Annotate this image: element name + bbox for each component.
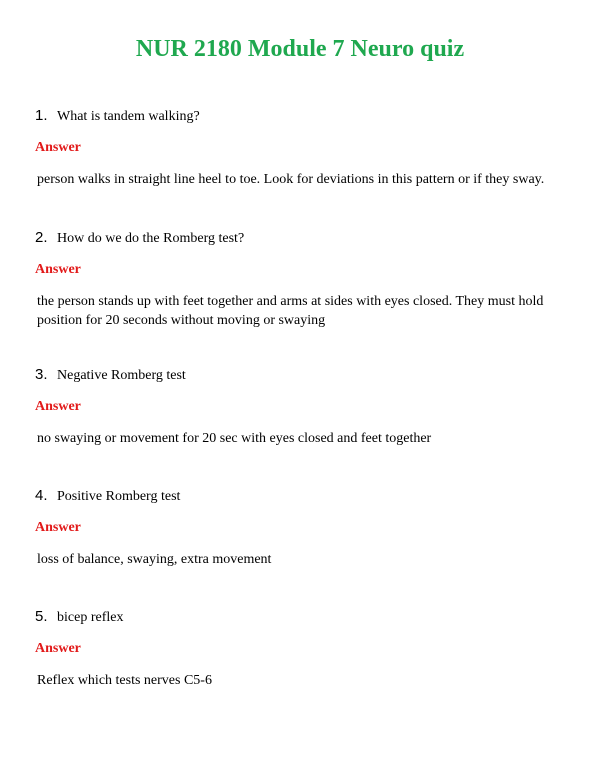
question-row — [35, 229, 575, 251]
question-text: Positive Romberg test — [57, 489, 181, 504]
question-row — [35, 608, 575, 630]
question-number: 1. — [35, 107, 48, 124]
answer-label: Answer — [35, 399, 81, 414]
question-number: 3. — [35, 366, 48, 383]
question-number: 2. — [35, 229, 48, 246]
question-text: Negative Romberg test — [57, 368, 186, 383]
answer-text: the person stands up with feet together and arms at sides with eyes closed. They must hold position for 20 seconds without moving or swaying — [37, 294, 544, 328]
question-row — [35, 366, 575, 388]
question-block — [35, 107, 575, 189]
question-row — [35, 107, 575, 129]
question-row — [35, 487, 575, 509]
answer-label: Answer — [35, 520, 81, 535]
question-text: What is tandem walking? — [57, 109, 200, 124]
question-block — [35, 229, 575, 330]
question-text: bicep reflex — [57, 610, 124, 625]
question-block — [35, 608, 575, 690]
question-number: 4. — [35, 487, 48, 504]
answer-text: loss of balance, swaying, extra movement — [37, 552, 272, 567]
question-text: How do we do the Romberg test? — [57, 231, 245, 246]
question-number: 5. — [35, 608, 48, 625]
question-block — [35, 366, 575, 448]
answer-label: Answer — [35, 140, 81, 155]
answer-text: person walks in straight line heel to toe. Look for deviations in this pattern or if they sway. — [37, 172, 545, 187]
answer-text: no swaying or movement for 20 sec with eyes closed and feet together — [37, 431, 432, 446]
question-block — [35, 487, 575, 569]
answer-label: Answer — [35, 641, 81, 656]
page-title: NUR 2180 Module 7 Neuro quiz — [135, 36, 465, 62]
answer-text: Reflex which tests nerves C5-6 — [37, 673, 212, 688]
answer-label: Answer — [35, 262, 81, 277]
